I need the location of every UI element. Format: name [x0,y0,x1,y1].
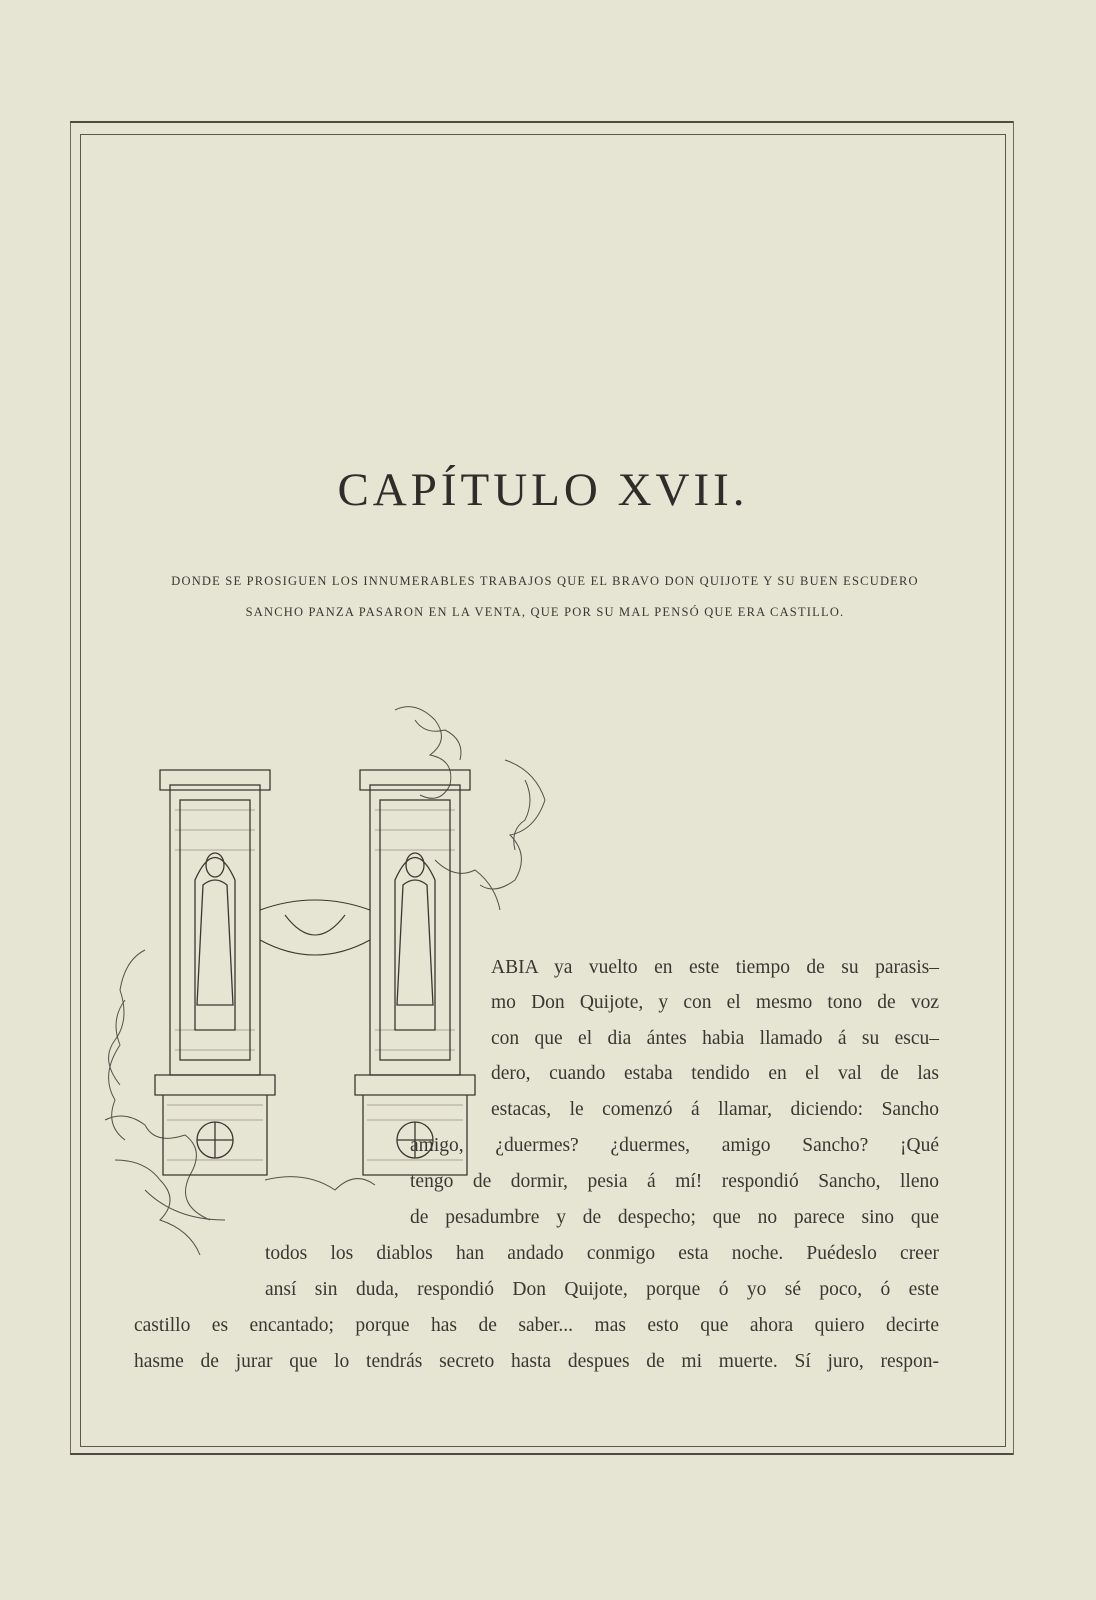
body-line: con que el dia ántes habia llamado á su escu– [491,1028,939,1049]
body-line: castillo es encantado; porque has de saber... mas esto que ahora quiero decirte [134,1315,939,1336]
chapter-summary [120,566,970,628]
crossbar [260,900,370,955]
body-line: tengo de dormir, pesia á mí! respondió Sancho, lleno [410,1171,939,1192]
body-line: de pesadumbre y de despecho; que no parece sino que [410,1207,939,1228]
left-niche [155,770,275,1175]
summary-line-2: SANCHO PANZA PASARON EN LA VENTA, QUE POR SU MAL PENSÓ QUE ERA CASTILLO. [245,605,845,619]
right-niche [355,770,475,1175]
body-line: hasme de jurar que lo tendrás secreto hasta despues de mi muerte. Sí juro, respon- [134,1351,939,1372]
body-line: amigo, ¿duermes? ¿duermes, amigo Sancho? ¡Qué [410,1135,939,1156]
body-line: dero, cuando estaba tendido en el val de las [491,1063,939,1084]
body-line: ABIA ya vuelto en este tiempo de su parasis– [491,957,939,978]
body-line: mo Don Quijote, y con el mesmo tono de voz [491,992,939,1013]
body-line: todos los diablos han andado conmigo esta noche. Puédeslo creer [265,1243,939,1264]
body-line: ansí sin duda, respondió Don Quijote, porque ó yo sé poco, ó este [265,1279,939,1300]
body-line: estacas, le comenzó á llamar, diciendo: Sancho [491,1099,939,1120]
chapter-title: CAPÍTULO XVII. [337,464,749,517]
bottom-rule [70,1453,1013,1455]
summary-line-1: DONDE SE PROSIGUEN LOS INNUMERABLES TRABAJOS QUE EL BRAVO DON QUIJOTE Y SU BUEN ESCUDERO [171,574,919,588]
top-rule [70,121,1013,123]
